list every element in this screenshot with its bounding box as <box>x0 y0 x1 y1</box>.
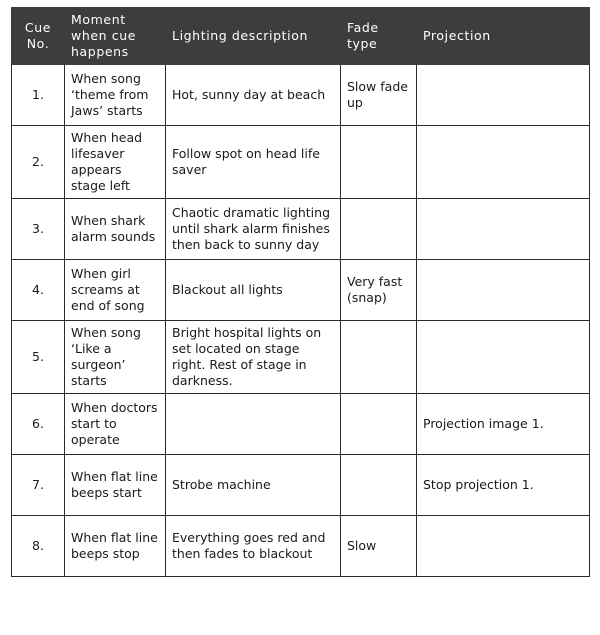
moment-cell: When song ‘theme from Jaws’ starts <box>65 65 166 126</box>
projection-cell <box>417 260 590 321</box>
table-row <box>12 321 590 394</box>
lighting-cue-table <box>11 7 590 577</box>
cue-number-cell: 3. <box>12 199 65 260</box>
fade-cell <box>341 321 417 394</box>
fade-cell: Very fast (snap) <box>341 260 417 321</box>
header-projection: Projection <box>417 8 590 65</box>
moment-cell: When doctors start to operate <box>65 394 166 455</box>
lighting-cell: Chaotic dramatic lighting until shark alarm finishes then back to sunny day <box>166 199 341 260</box>
lighting-cell <box>166 394 341 455</box>
moment-cell: When song ‘Like a surgeon’ starts <box>65 321 166 394</box>
table-row <box>12 394 590 455</box>
table-header-row <box>12 8 590 65</box>
moment-cell: When head lifesaver appears stage left <box>65 126 166 199</box>
cue-number-cell: 7. <box>12 455 65 516</box>
header-fade-type: Fade type <box>341 8 417 65</box>
projection-cell <box>417 321 590 394</box>
moment-cell: When flat line beeps stop <box>65 516 166 577</box>
projection-cell: Stop projection 1. <box>417 455 590 516</box>
header-cue-number: Cue No. <box>12 8 65 65</box>
fade-cell: Slow fade up <box>341 65 417 126</box>
table-row <box>12 260 590 321</box>
cue-number-cell: 2. <box>12 126 65 199</box>
cue-number-cell: 5. <box>12 321 65 394</box>
lighting-cell: Hot, sunny day at beach <box>166 65 341 126</box>
fade-cell <box>341 394 417 455</box>
fade-cell: Slow <box>341 516 417 577</box>
fade-cell <box>341 126 417 199</box>
moment-cell: When flat line beeps start <box>65 455 166 516</box>
projection-cell <box>417 65 590 126</box>
cue-number-cell: 8. <box>12 516 65 577</box>
projection-cell <box>417 199 590 260</box>
header-moment: Moment when cue happens <box>65 8 166 65</box>
table-row <box>12 516 590 577</box>
projection-cell: Projection image 1. <box>417 394 590 455</box>
fade-cell <box>341 199 417 260</box>
moment-cell: When girl screams at end of song <box>65 260 166 321</box>
lighting-cell: Blackout all lights <box>166 260 341 321</box>
lighting-cell: Follow spot on head life saver <box>166 126 341 199</box>
lighting-cell: Bright hospital lights on set located on stage right. Rest of stage in darkness. <box>166 321 341 394</box>
lighting-cell: Strobe machine <box>166 455 341 516</box>
moment-cell: When shark alarm sounds <box>65 199 166 260</box>
lighting-cell: Everything goes red and then fades to blackout <box>166 516 341 577</box>
projection-cell <box>417 126 590 199</box>
fade-cell <box>341 455 417 516</box>
table-row <box>12 126 590 199</box>
table-row <box>12 199 590 260</box>
table-row <box>12 65 590 126</box>
header-lighting-description: Lighting description <box>166 8 341 65</box>
table-row <box>12 455 590 516</box>
projection-cell <box>417 516 590 577</box>
cue-number-cell: 6. <box>12 394 65 455</box>
cue-number-cell: 4. <box>12 260 65 321</box>
cue-number-cell: 1. <box>12 65 65 126</box>
